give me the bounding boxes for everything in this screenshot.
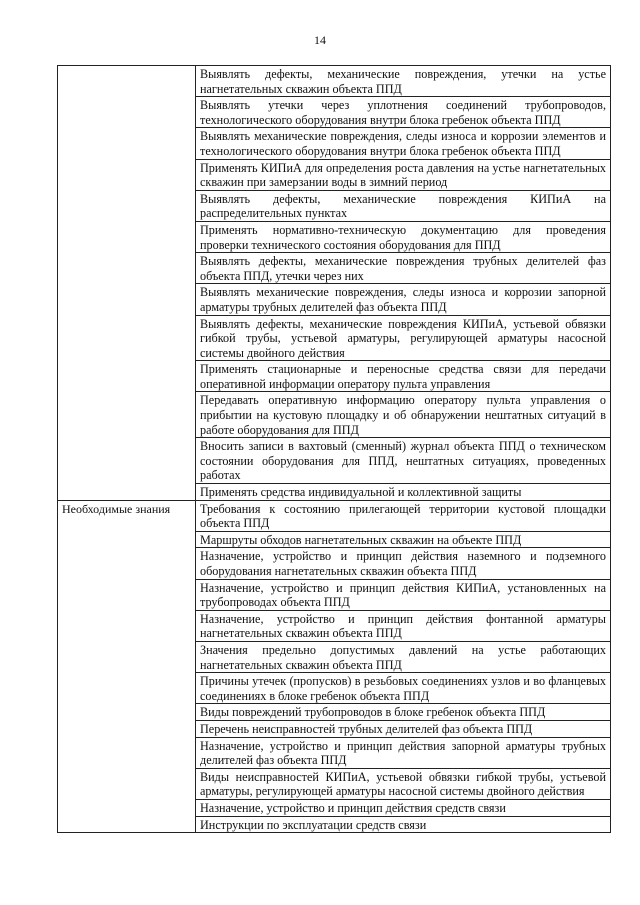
abilities-item: Применять средства индивидуальной и коллективной защиты <box>196 484 611 501</box>
competency-table <box>57 65 611 833</box>
knowledge-item: Назначение, устройство и принцип действия наземного и подземного оборудования нагнетательных скважин объекта ППД <box>196 548 611 579</box>
abilities-item: Выявлять механические повреждения, следы износа и коррозии элементов и технологического оборудования внутри блока гребенок объекта ППД <box>196 128 611 159</box>
knowledge-item: Перечень неисправностей трубных делителей фаз объекта ППД <box>196 720 611 737</box>
knowledge-item: Виды повреждений трубопроводов в блоке гребенок объекта ППД <box>196 704 611 721</box>
page-number: 14 <box>314 33 326 47</box>
abilities-item: Применять нормативно-техническую документацию для проведения проверки технического состояния оборудования для ППД <box>196 221 611 252</box>
abilities-item: Выявлять дефекты, механические повреждения трубных делителей фаз объекта ППД, утечки через них <box>196 253 611 284</box>
knowledge-section-label: Необходимые знания <box>58 500 196 832</box>
abilities-item: Выявлять утечки через уплотнения соединений трубопроводов, технологического оборудования внутри блока гребенок объекта ППД <box>196 97 611 128</box>
knowledge-item: Требования к состоянию прилегающей территории кустовой площадки объекта ППД <box>196 500 611 531</box>
competency-table-body <box>58 66 611 833</box>
abilities-item: Передавать оперативную информацию оператору пульта управления о прибытии на кустовую площадку и об обнаружении нештатных ситуаций в работе оборудования для ППД <box>196 392 611 438</box>
abilities-item: Применять КИПиА для определения роста давления на устье нагнетательных скважин при замерзании воды в зимний период <box>196 159 611 190</box>
knowledge-item: Виды неисправностей КИПиА, устьевой обвязки гибкой трубы, устьевой арматуры, регулирующей арматуры насосной системы двойного действия <box>196 768 611 799</box>
abilities-item: Выявлять дефекты, механические повреждения, утечки на устье нагнетательных скважин объекта ППД <box>196 66 611 97</box>
knowledge-item: Назначение, устройство и принцип действия средств связи <box>196 799 611 816</box>
knowledge-item: Значения предельно допустимых давлений на устье работающих нагнетательных скважин объекта ППД <box>196 641 611 672</box>
knowledge-item: Причины утечек (пропусков) в резьбовых соединениях узлов и во фланцевых соединениях в блоке гребенок объекта ППД <box>196 673 611 704</box>
knowledge-item: Назначение, устройство и принцип действия фонтанной арматуры нагнетательных скважин объекта ППД <box>196 610 611 641</box>
abilities-section-label <box>58 66 196 501</box>
abilities-item: Выявлять механические повреждения, следы износа и коррозии запорной арматуры трубных делителей фаз объекта ППД <box>196 284 611 315</box>
abilities-item: Вносить записи в вахтовый (сменный) журнал объекта ППД о техническом состоянии оборудования для ППД, нештатных ситуациях, проведенных работах <box>196 438 611 484</box>
abilities-item: Выявлять дефекты, механические повреждения КИПиА, устьевой обвязки гибкой трубы, устьевой арматуры, регулирующей арматуры насосной системы двойного действия <box>196 315 611 361</box>
knowledge-item: Назначение, устройство и принцип действия запорной арматуры трубных делителей фаз объекта ППД <box>196 737 611 768</box>
abilities-item: Применять стационарные и переносные средства связи для передачи оперативной информации оператору пульта управления <box>196 361 611 392</box>
abilities-item: Выявлять дефекты, механические повреждения КИПиА на распределительных пунктах <box>196 190 611 221</box>
knowledge-item: Инструкции по эксплуатации средств связи <box>196 816 611 833</box>
abilities-row <box>58 66 611 97</box>
knowledge-row <box>58 500 611 531</box>
knowledge-item: Маршруты обходов нагнетательных скважин на объекте ППД <box>196 531 611 548</box>
knowledge-item: Назначение, устройство и принцип действия КИПиА, установленных на трубопроводах объекта ППД <box>196 579 611 610</box>
